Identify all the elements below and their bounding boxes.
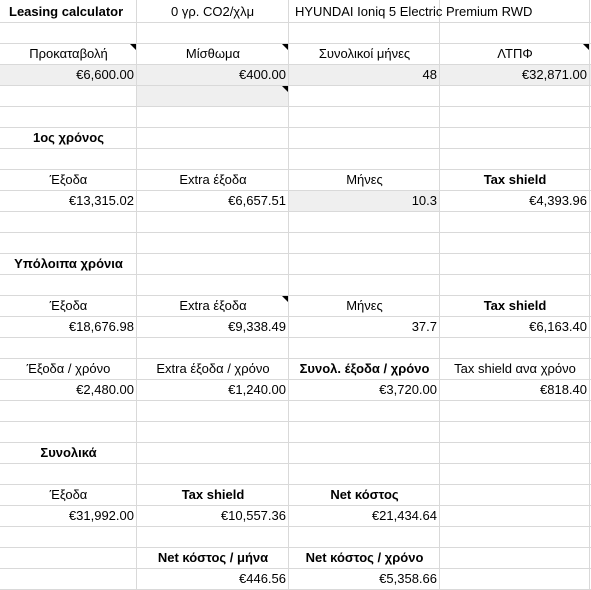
rest-extra-label[interactable]: Extra έξοδα — [179, 298, 247, 313]
empty-shaded-cell — [137, 85, 289, 106]
totals-net-value[interactable]: €21,434.64 — [371, 508, 437, 523]
totals-taxshield-value[interactable]: €10,557.36 — [220, 508, 286, 523]
rest-expenses-label[interactable]: Έξοδα — [49, 298, 88, 313]
row-line — [0, 421, 591, 422]
row-line — [0, 526, 591, 527]
rest-months-label[interactable]: Μήνες — [346, 298, 383, 313]
rest-extra-value[interactable]: €9,338.49 — [228, 319, 286, 334]
rest-taxshield-label[interactable]: Tax shield — [483, 298, 547, 313]
year1-extra-label[interactable]: Extra έξοδα — [179, 172, 247, 187]
per-year-total-label[interactable]: Συνολ. έξοδα / χρόνο — [299, 361, 430, 376]
year1-expenses-label[interactable]: Έξοδα — [49, 172, 88, 187]
totals-title[interactable]: Συνολικά — [40, 445, 97, 460]
totals-expenses-value[interactable]: €31,992.00 — [68, 508, 134, 523]
year1-months-value[interactable]: 10.3 — [411, 193, 437, 208]
comment-marker-icon — [282, 44, 288, 50]
comment-marker-icon — [282, 86, 288, 92]
per-year-taxshield-value[interactable]: €818.40 — [540, 382, 587, 397]
year1-expenses-value[interactable]: €13,315.02 — [68, 193, 134, 208]
downpayment-label[interactable]: Προκαταβολή — [29, 46, 108, 61]
net-per-year-value[interactable]: €5,358.66 — [379, 571, 437, 586]
row-line — [0, 148, 591, 149]
totals-taxshield-label[interactable]: Tax shield — [181, 487, 245, 502]
downpayment-value[interactable]: €6,600.00 — [76, 67, 134, 82]
per-year-expenses-value[interactable]: €2,480.00 — [76, 382, 134, 397]
row-line — [0, 232, 591, 233]
per-year-extra-label[interactable]: Extra έξοδα / χρόνο — [156, 361, 270, 376]
per-year-expenses-label[interactable]: Έξοδα / χρόνο — [26, 361, 111, 376]
comment-marker-icon — [282, 296, 288, 302]
year1-taxshield-value[interactable]: €4,393.96 — [529, 193, 587, 208]
year1-months-label[interactable]: Μήνες — [346, 172, 383, 187]
total-months-label[interactable]: Συνολικοί μήνες — [318, 46, 411, 61]
row-line — [0, 22, 591, 23]
co2-label[interactable]: 0 γρ. CO2/χλμ — [171, 4, 255, 19]
per-year-extra-value[interactable]: €1,240.00 — [228, 382, 286, 397]
row-line — [0, 211, 591, 212]
row-line — [0, 400, 591, 401]
year1-title[interactable]: 1ος χρόνος — [33, 130, 104, 145]
row-line — [0, 463, 591, 464]
rest-title[interactable]: Υπόλοιπα χρόνια — [14, 256, 123, 271]
year1-taxshield-label[interactable]: Tax shield — [483, 172, 547, 187]
per-year-taxshield-label[interactable]: Tax shield ανα χρόνο — [454, 361, 576, 376]
total-months-value[interactable]: 48 — [422, 67, 437, 82]
totals-net-label[interactable]: Net κόστος — [330, 487, 399, 502]
retail-price-label[interactable]: ΛΤΠΦ — [497, 46, 533, 61]
row-line — [0, 85, 591, 86]
row-line — [0, 274, 591, 275]
comment-marker-icon — [583, 44, 589, 50]
rest-expenses-value[interactable]: €18,676.98 — [68, 319, 134, 334]
rest-taxshield-value[interactable]: €6,163.40 — [529, 319, 587, 334]
totals-expenses-label[interactable]: Έξοδα — [49, 487, 88, 502]
net-per-year-label[interactable]: Net κόστος / χρόνο — [305, 550, 424, 565]
row-line — [0, 337, 591, 338]
comment-marker-icon — [130, 44, 136, 50]
rest-months-value[interactable]: 37.7 — [411, 319, 437, 334]
retail-price-value[interactable]: €32,871.00 — [521, 67, 587, 82]
car-model[interactable]: HYUNDAI Ioniq 5 Electric Premium RWD — [295, 4, 533, 19]
net-per-month-label[interactable]: Net κόστος / μήνα — [157, 550, 269, 565]
net-per-month-value[interactable]: €446.56 — [239, 571, 286, 586]
monthly-rent-value[interactable]: €400.00 — [239, 67, 286, 82]
per-year-total-value[interactable]: €3,720.00 — [379, 382, 437, 397]
year1-extra-value[interactable]: €6,657.51 — [228, 193, 286, 208]
row-line — [0, 106, 591, 107]
sheet-title[interactable]: Leasing calculator — [9, 4, 124, 19]
monthly-rent-label[interactable]: Μίσθωμα — [185, 46, 241, 61]
